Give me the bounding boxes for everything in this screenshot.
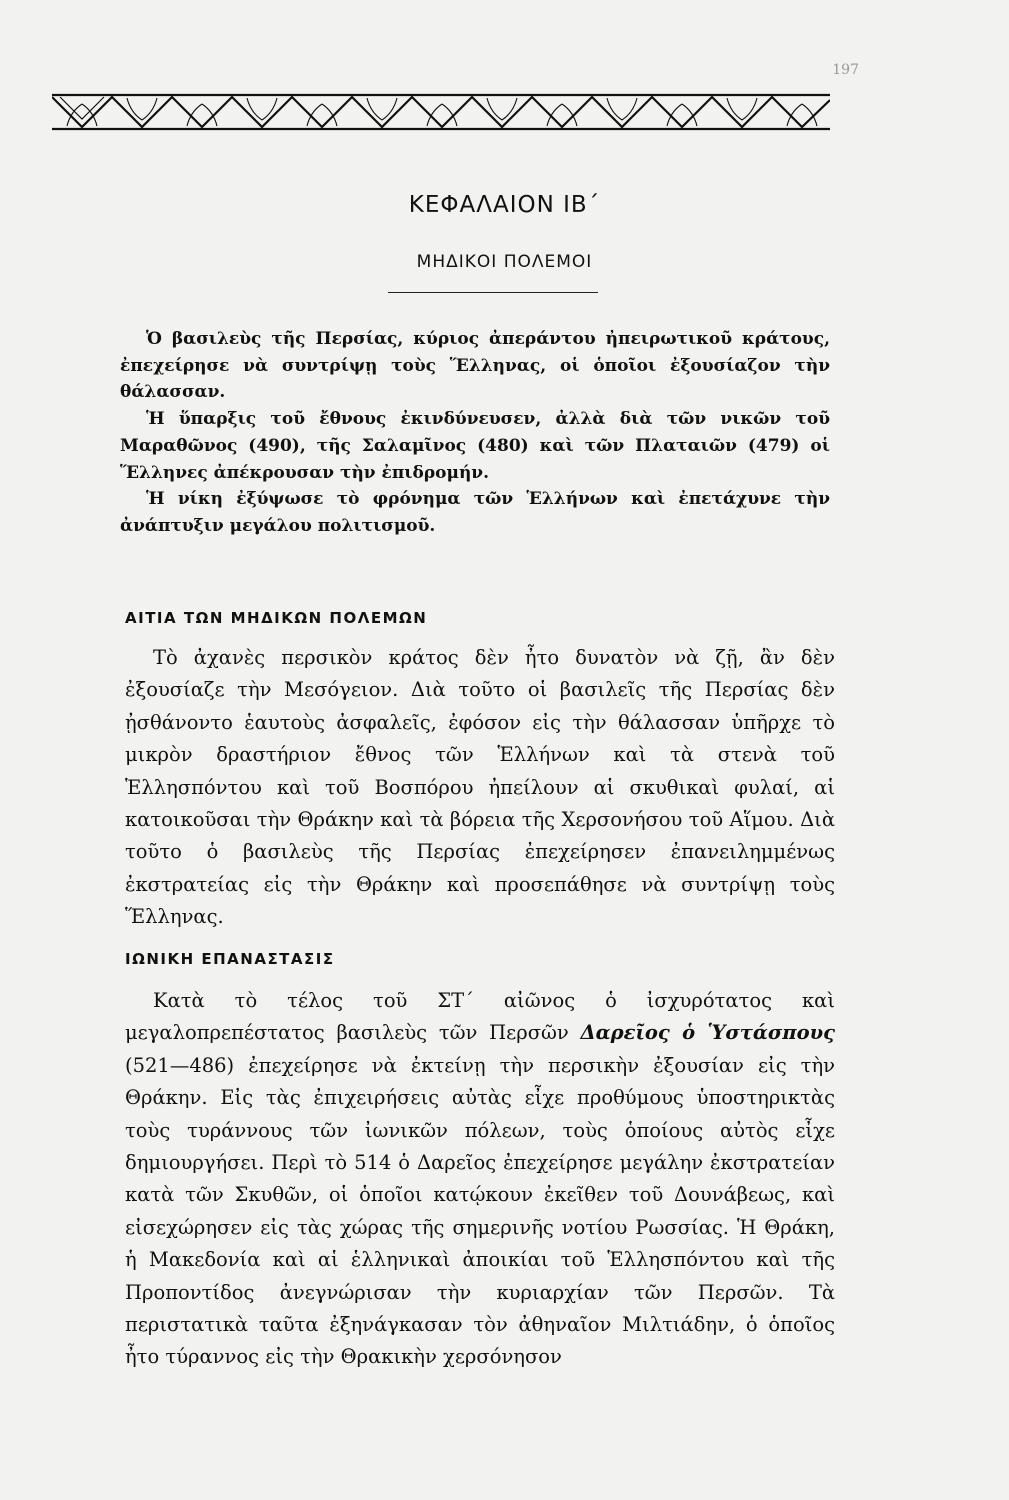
summary-paragraph-2: Ἡ ὕπαρξις τοῦ ἔθνους ἐκινδύνευσεν, ἀλλὰ διὰ τῶν νικῶν τοῦ Μαραθῶνος (490), τῆς Σαλαμῖνος (480) καὶ τῶν Πλαταιῶν (479) οἱ Ἕλληνες ἀπέκρουσαν τὴν ἐπιδρομήν. bbox=[120, 409, 830, 483]
summary-paragraph-1: Ὁ βασιλεὺς τῆς Περσίας, κύριος ἀπεράντου ἠπειρωτικοῦ κράτους, ἐπεχείρησε νὰ συντρίψῃ τοὺς Ἕλληνας, οἱ ὁποῖοι ἐξουσίαζον τὴν θάλασσαν. bbox=[120, 329, 830, 403]
greek-key-ornament bbox=[52, 92, 830, 132]
title-rule bbox=[388, 292, 598, 293]
body-paragraph: Τὸ ἀχανὲς περσικὸν κράτος δὲν ἦτο δυνατὸν νὰ ζῇ, ἂν δὲν ἐξουσίαζε τὴν Μεσόγειον. Διὰ τοῦτο οἱ βασιλεῖς τῆς Περσίας δὲν ᾐσθάνοντο ἑαυτοὺς ἀσφαλεῖς, ἐφόσον εἰς τὴν θάλασσαν ὑπῆρχε τὸ μικρὸν δραστήριον ἔθνος τῶν Ἑλλήνων καὶ τὰ στενὰ τοῦ Ἑλλησπόντου καὶ τοῦ Βοσπόρου ἠπείλουν αἱ σκυθικαὶ φυλαί, αἱ κατοικοῦσαι τὴν Θράκην καὶ τὰ βόρεια τῆς Χερσονήσου τοῦ Αἵμου. Διὰ τοῦτο ὁ βασιλεὺς τῆς Περσίας ἐπεχείρησεν ἐπανειλημμένως ἐκστρατείας εἰς τὴν Θράκην καὶ προσεπάθησε νὰ συντρίψῃ τοὺς Ἕλληνας. bbox=[125, 646, 835, 929]
section-text-causes bbox=[125, 642, 835, 934]
summary-paragraph-3: Ἡ νίκη ἐξύψωσε τὸ φρόνημα τῶν Ἑλλήνων καὶ ἐπετάχυνε τὴν ἀνάπτυξιν μεγάλου πολιτισμοῦ. bbox=[120, 489, 830, 536]
chapter-title: ΚΕΦΑΛΑΙΟΝ ΙΒ΄ bbox=[408, 192, 601, 218]
chapter-subtitle: ΜΗΔΙΚΟΙ ΠΟΛΕΜΟΙ bbox=[416, 252, 593, 272]
section-text-ionian-revolt bbox=[125, 985, 835, 1374]
chapter-summary bbox=[120, 326, 830, 540]
person-name: Δαρεῖος ὁ Ὑστάσπους bbox=[580, 1021, 835, 1045]
text-run: (521—486) ἐπεχείρησε νὰ ἐκτείνῃ τὴν περσικὴν ἐξουσίαν εἰς τὴν Θράκην. Εἰς τὰς ἐπιχειρήσεις αὐτὰς εἶχε προθύμους ὑποστηρικτὰς τοὺς τυράννους τῶν ἰωνικῶν πόλεων, τοὺς ὁποίους αὐτὸς εἶχε δημιουργήσει. Περὶ τὸ 514 ὁ Δαρεῖος ἐπεχείρησε μεγάλην ἐκστρατείαν κατὰ τῶν Σκυθῶν, οἱ ὁποῖοι κατῴκουν ἐκεῖθεν τοῦ Δουνάβεως, καὶ εἰσεχώρησεν εἰς τὰς χώρας τῆς σημερινῆς νοτίου Ρωσσίας. Ἡ Θράκη, ἡ Μακεδονία καὶ αἱ ἑλληνικαὶ ἀποικίαι τοῦ Ἑλλησπόντου καὶ τῆς Προποντίδος ἀνεγνώρισαν τὴν κυριαρχίαν τῶν Περσῶν. Τὰ περιστατικὰ ταῦτα ἐξηνάγκασαν τὸν ἀθηναῖον Μιλτιάδην, ὁ ὁποῖος ἦτο τύραννος εἰς τὴν Θρακικὴν χερσόνησον bbox=[125, 1053, 835, 1369]
page-number: 197 bbox=[832, 62, 859, 78]
text-run: Κατὰ τὸ τέλος τοῦ ΣΤ΄ αἰῶνος ὁ ἰσχυρότατος καὶ μεγαλοπρεπέστατος βασιλεὺς τῶν Περσῶν bbox=[125, 989, 835, 1045]
body-paragraph bbox=[125, 985, 835, 1374]
section-heading-causes: ΑΙΤΙΑ ΤΩΝ ΜΗΔΙΚΩΝ ΠΟΛΕΜΩΝ bbox=[125, 609, 428, 627]
section-heading-ionian-revolt: ΙΩΝΙΚΗ ΕΠΑΝΑΣΤΑΣΙΣ bbox=[125, 950, 335, 968]
